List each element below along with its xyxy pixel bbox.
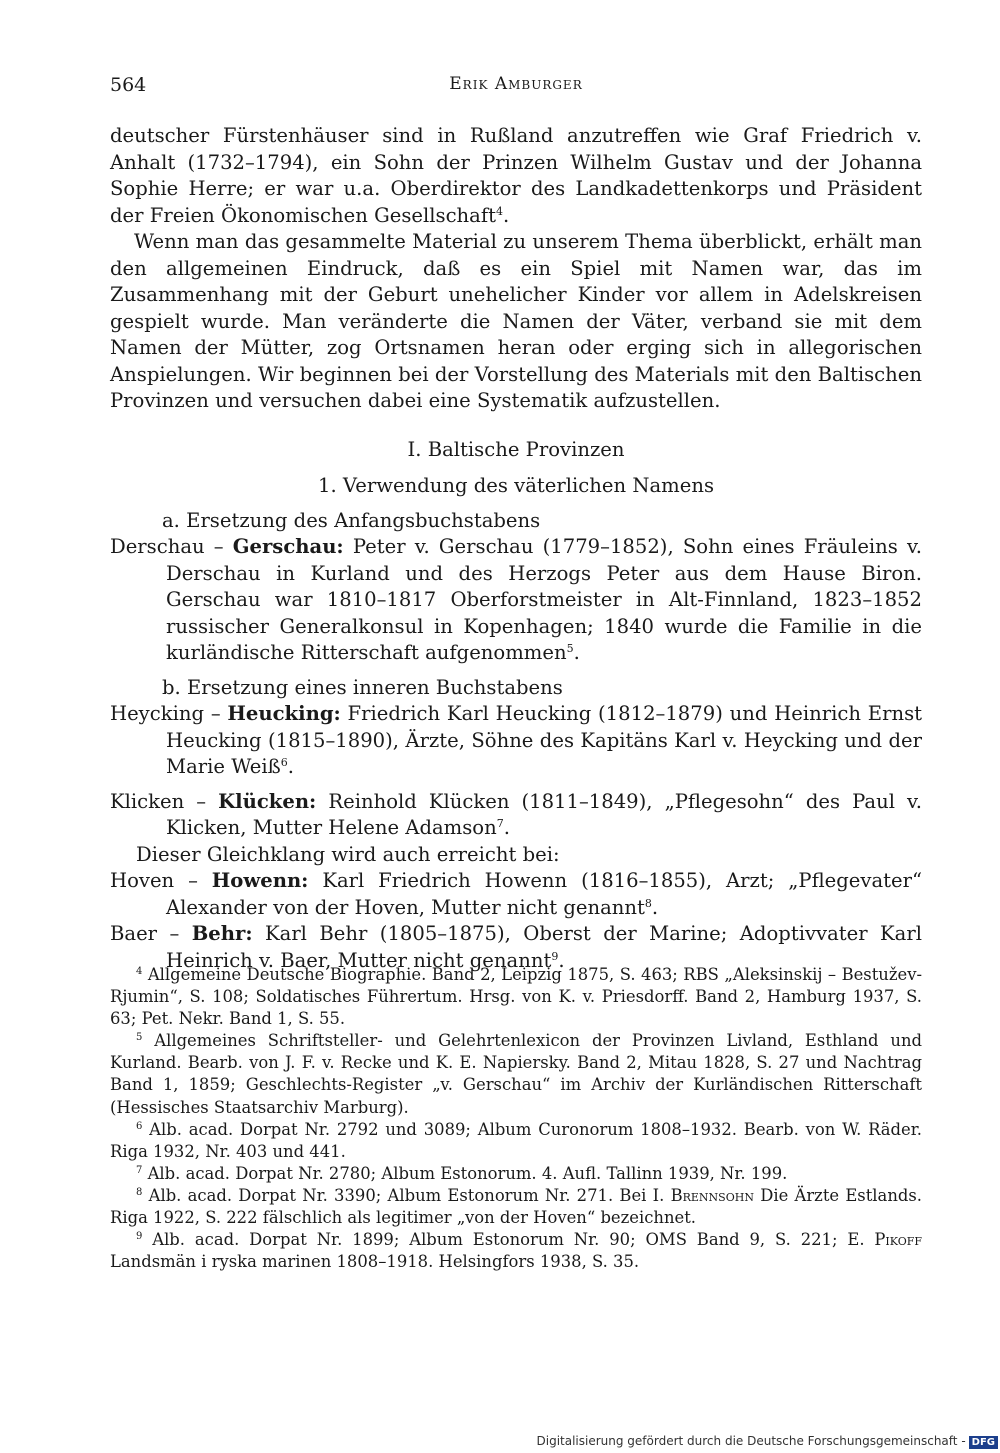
entry-name: Behr: — [191, 922, 253, 945]
author-name: Pikoff — [874, 1230, 922, 1250]
dfg-logo: DFG — [969, 1436, 998, 1449]
footnote-ref[interactable]: 9 — [551, 949, 559, 963]
author-name: Brennsohn — [670, 1185, 754, 1205]
entry-name: Heucking: — [227, 702, 341, 725]
section-heading: I. Baltische Provinzen — [407, 437, 625, 461]
footnote-9: $^9$ Alb. acad. Dorpat Nr. 1899; Album Estonorum Nr. 90; OMS Band 9, S. 221; E. Pikoff Landsmän i ryska marinen 1808–1918. Helsingfors 1938, S. 35. — [110, 1230, 922, 1272]
footnote-ref[interactable]: 7 — [496, 817, 504, 830]
entry-name: Gerschau: — [232, 535, 344, 558]
entry-name: Howenn: — [211, 869, 309, 892]
funding-footer — [537, 1434, 999, 1449]
paragraph-intro: Wenn man das gesammelte Material zu unserem Thema überblickt, erhält man den allgemeinen Eindruck, daß es ein Spiel mit Namen war, das im Zusammenhang mit der Geburt unehelicher Kinder vor allem in Adelskreisen gespielt wurde. Man veränderte die Namen der Väter, verband sie mit dem Namen der Mütter, zog Ortsnamen heran oder erging sich in allegorischen Anspielungen. Wir beginnen bei der Vorstellung des Materials mit den Baltischen Provinzen und versuchen dabei eine Systematik aufzustellen. — [110, 230, 922, 412]
main-text — [110, 123, 922, 974]
footnote-ref[interactable]: 8 — [644, 896, 652, 910]
footnote-ref[interactable]: 6 — [280, 756, 288, 769]
running-head: Erik Amburger — [449, 74, 583, 94]
footnote-4: $^4$ Allgemeine Deutsche Biographie. Band 2, Leipzig 1875, S. 463; RBS „Aleksinskij – Bestužev-Rjumin“, S. 108; Soldatisches Führertum. Hrsg. von K. v. Priesdorff. Band 2, Hamburg 1937, S. 63; Pet. Nekr. Band 1, S. 55. — [110, 965, 922, 1029]
gleichklang-note: Dieser Gleichklang wird auch erreicht bei: — [136, 842, 560, 866]
subheading-a: a. Ersetzung des Anfangsbuchstabens — [162, 508, 541, 532]
footnote-8: $^8$ Alb. acad. Dorpat Nr. 3390; Album Estonorum Nr. 271. Bei I. Brennsohn Die Ärzte Estlands. Riga 1922, S. 222 fälschlich als legitimer „von der Hoven“ bezeichnet. — [110, 1185, 922, 1228]
footnotes — [110, 964, 922, 1273]
page-header — [110, 74, 922, 102]
footnote-ref[interactable]: 5 — [566, 642, 574, 655]
entry-hoven: Hoven – Howenn: Karl Friedrich Howenn (1816–1855), Arzt; „Pflegevater“ Alexander von der Hoven, Mutter nicht genannt$^8$. — [110, 869, 922, 919]
entry-name: Klücken: — [218, 789, 317, 813]
footnote-5: $^5$ Allgemeines Schriftsteller- und Gelehrtenlexicon der Provinzen Livland, Esthland und Kurland. Bearb. von J. F. v. Recke und K. E. Napiersky. Band 2, Mitau 1828, S. 27 und Nachtrag Band 1, 1859; Geschlechts-Register „v. Gerschau“ im Archiv der Kurländischen Ritterschaft (Hessisches Staatsarchiv Marburg). — [110, 1031, 922, 1117]
entry-derschau: Derschau – Gerschau: Peter v. Gerschau (1779–1852), Sohn eines Fräuleins v. Derschau in Kurland und des Herzogs Peter aus dem Hause Biron. Gerschau war 1810–1817 Oberforstmeister in Alt-Finnland, 1823–1852 russischer Generalkonsul in Kopenhagen; 1840 wurde die Familie in die kurländische Ritterschaft aufgenommen$^5$. — [110, 535, 922, 664]
funding-text: Digitalisierung gefördert durch die Deutsche Forschungsgemeinschaft - — [536, 1434, 966, 1448]
entry-baer: Baer – Behr: Karl Behr (1805–1875), Oberst der Marine; Adoptivvater Karl Heinrich v. Baer, Mutter nicht genannt$^9$. — [110, 922, 923, 972]
entry-heycking: Heycking – Heucking: Friedrich Karl Heucking (1812–1879) und Heinrich Ernst Heucking (1815–1890), Ärzte, Söhne des Kapitäns Karl v. Heycking und der Marie Weiß$^6$. — [110, 702, 923, 778]
subheading-b: b. Ersetzung eines inneren Buchstabens — [162, 675, 563, 699]
page-number: 564 — [110, 74, 147, 96]
footnote-7: $^7$ Alb. acad. Dorpat Nr. 2780; Album Estonorum. 4. Aufl. Tallinn 1939, Nr. 199. — [136, 1163, 788, 1183]
footnote-ref[interactable]: 4 — [495, 204, 503, 218]
footnote-6: $^6$ Alb. acad. Dorpat Nr. 2792 und 3089; Album Curonorum 1808–1932. Bearb. von W. Räder. Riga 1932, Nr. 403 und 441. — [110, 1119, 922, 1161]
entry-klicken: Klicken – Klücken: Reinhold Klücken (1811–1849), „Pflegesohn“ des Paul v. Klicken, Mutter Helene Adamson$^7$. — [110, 789, 922, 839]
subsection-heading: 1. Verwendung des väterlichen Namens — [317, 474, 715, 497]
paragraph-continuation: deutscher Fürstenhäuser sind in Rußland anzutreffen wie Graf Friedrich v. Anhalt (1732–1794), ein Sohn der Prinzen Wilhelm Gustav und der Johanna Sophie Herre; er war u.a. Oberdirektor des Landkadettenkorps und Präsident der Freien Ökonomischen Gesellschaft$^4$. — [110, 124, 922, 227]
